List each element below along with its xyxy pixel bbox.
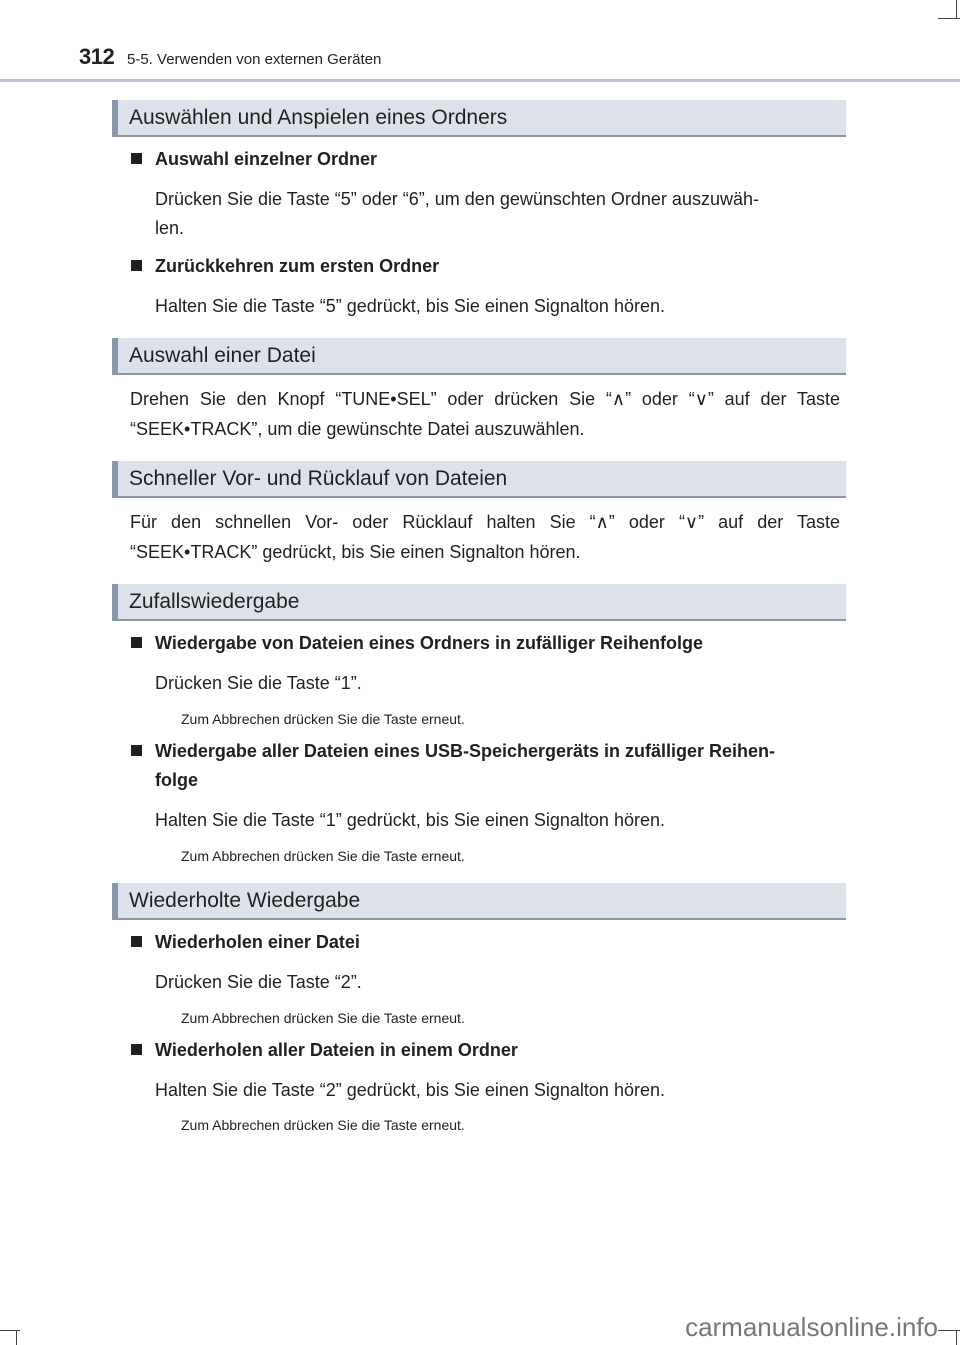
chapter-title: 5-5. Verwenden von externen Geräten <box>127 51 382 68</box>
note-text: Zum Abbrechen drücken Sie die Taste erneut. <box>181 1010 465 1026</box>
subheading-text: Wiedergabe von Dateien eines Ordners in zufälliger Reihenfolge <box>155 633 703 653</box>
section-title: Auswahl einer Datei <box>129 344 316 367</box>
note-text: Zum Abbrechen drücken Sie die Taste erneut. <box>181 711 465 727</box>
subheading-text: Wiedergabe aller Dateien eines USB-Speichergeräts in zufälliger Reihen- <box>155 741 776 761</box>
section-title: Schneller Vor- und Rücklauf von Dateien <box>129 467 508 490</box>
note-text: Zum Abbrechen drücken Sie die Taste erneut. <box>181 848 465 864</box>
section-header <box>112 461 846 498</box>
section-header <box>112 584 846 621</box>
section-header <box>112 883 846 920</box>
page-number: 312 <box>79 44 115 69</box>
subheading-text: Zurückkehren zum ersten Ordner <box>155 256 440 276</box>
subheading-text: Auswahl einzelner Ordner <box>155 149 378 169</box>
section-header <box>112 338 846 375</box>
header-rule <box>0 79 960 82</box>
subheading <box>131 256 439 277</box>
square-bullet-icon <box>131 153 142 164</box>
crop-mark <box>938 1330 960 1331</box>
section-title: Zufallswiedergabe <box>129 590 300 613</box>
body-text: Drücken Sie die Taste “2”. <box>155 972 362 992</box>
square-bullet-icon <box>131 260 142 271</box>
subheading <box>131 633 703 654</box>
body-text: Halten Sie die Taste “5” gedrückt, bis Sie einen Signalton hören. <box>155 296 665 316</box>
crop-mark <box>16 1330 17 1345</box>
body-text: Halten Sie die Taste “2” gedrückt, bis Sie einen Signalton hören. <box>155 1080 665 1100</box>
subheading <box>131 149 377 170</box>
note-text: Zum Abbrechen drücken Sie die Taste erneut. <box>181 1117 465 1133</box>
subheading <box>131 1040 518 1061</box>
crop-mark <box>956 1330 957 1345</box>
subheading-text: Wiederholen aller Dateien in einem Ordner <box>155 1040 518 1060</box>
square-bullet-icon <box>131 936 142 947</box>
subheading <box>131 741 775 762</box>
crop-mark <box>0 1330 20 1331</box>
body-text: len. <box>155 218 185 238</box>
crop-mark <box>938 18 960 19</box>
subheading-continued: folge <box>155 770 198 790</box>
paragraph: Für den schnellen Vor- oder Rücklauf halten Sie “∧” oder “∨” auf der Taste “SEEK•TRACK” gedrückt, bis Sie einen Signalton hören. <box>130 512 840 562</box>
square-bullet-icon <box>131 745 142 756</box>
subheading <box>131 932 360 953</box>
body-text: Drücken Sie die Taste “1”. <box>155 673 362 693</box>
watermark: carmanualsonline.info <box>685 1312 938 1342</box>
crop-mark <box>956 0 957 18</box>
section-title: Auswählen und Anspielen eines Ordners <box>129 106 508 129</box>
paragraph: Drehen Sie den Knopf “TUNE•SEL” oder drücken Sie “∧” oder “∨” auf der Taste “SEEK•TRACK”, um die gewünschte Datei auszuwählen. <box>130 389 840 439</box>
body-text: Drücken Sie die Taste “5” oder “6”, um den gewünschten Ordner auszuwäh- <box>155 189 759 209</box>
square-bullet-icon <box>131 1044 142 1055</box>
section-header <box>112 100 846 137</box>
subheading-text: Wiederholen einer Datei <box>155 932 360 952</box>
body-text: Halten Sie die Taste “1” gedrückt, bis Sie einen Signalton hören. <box>155 810 665 830</box>
square-bullet-icon <box>131 637 142 648</box>
section-title: Wiederholte Wiedergabe <box>129 889 361 912</box>
